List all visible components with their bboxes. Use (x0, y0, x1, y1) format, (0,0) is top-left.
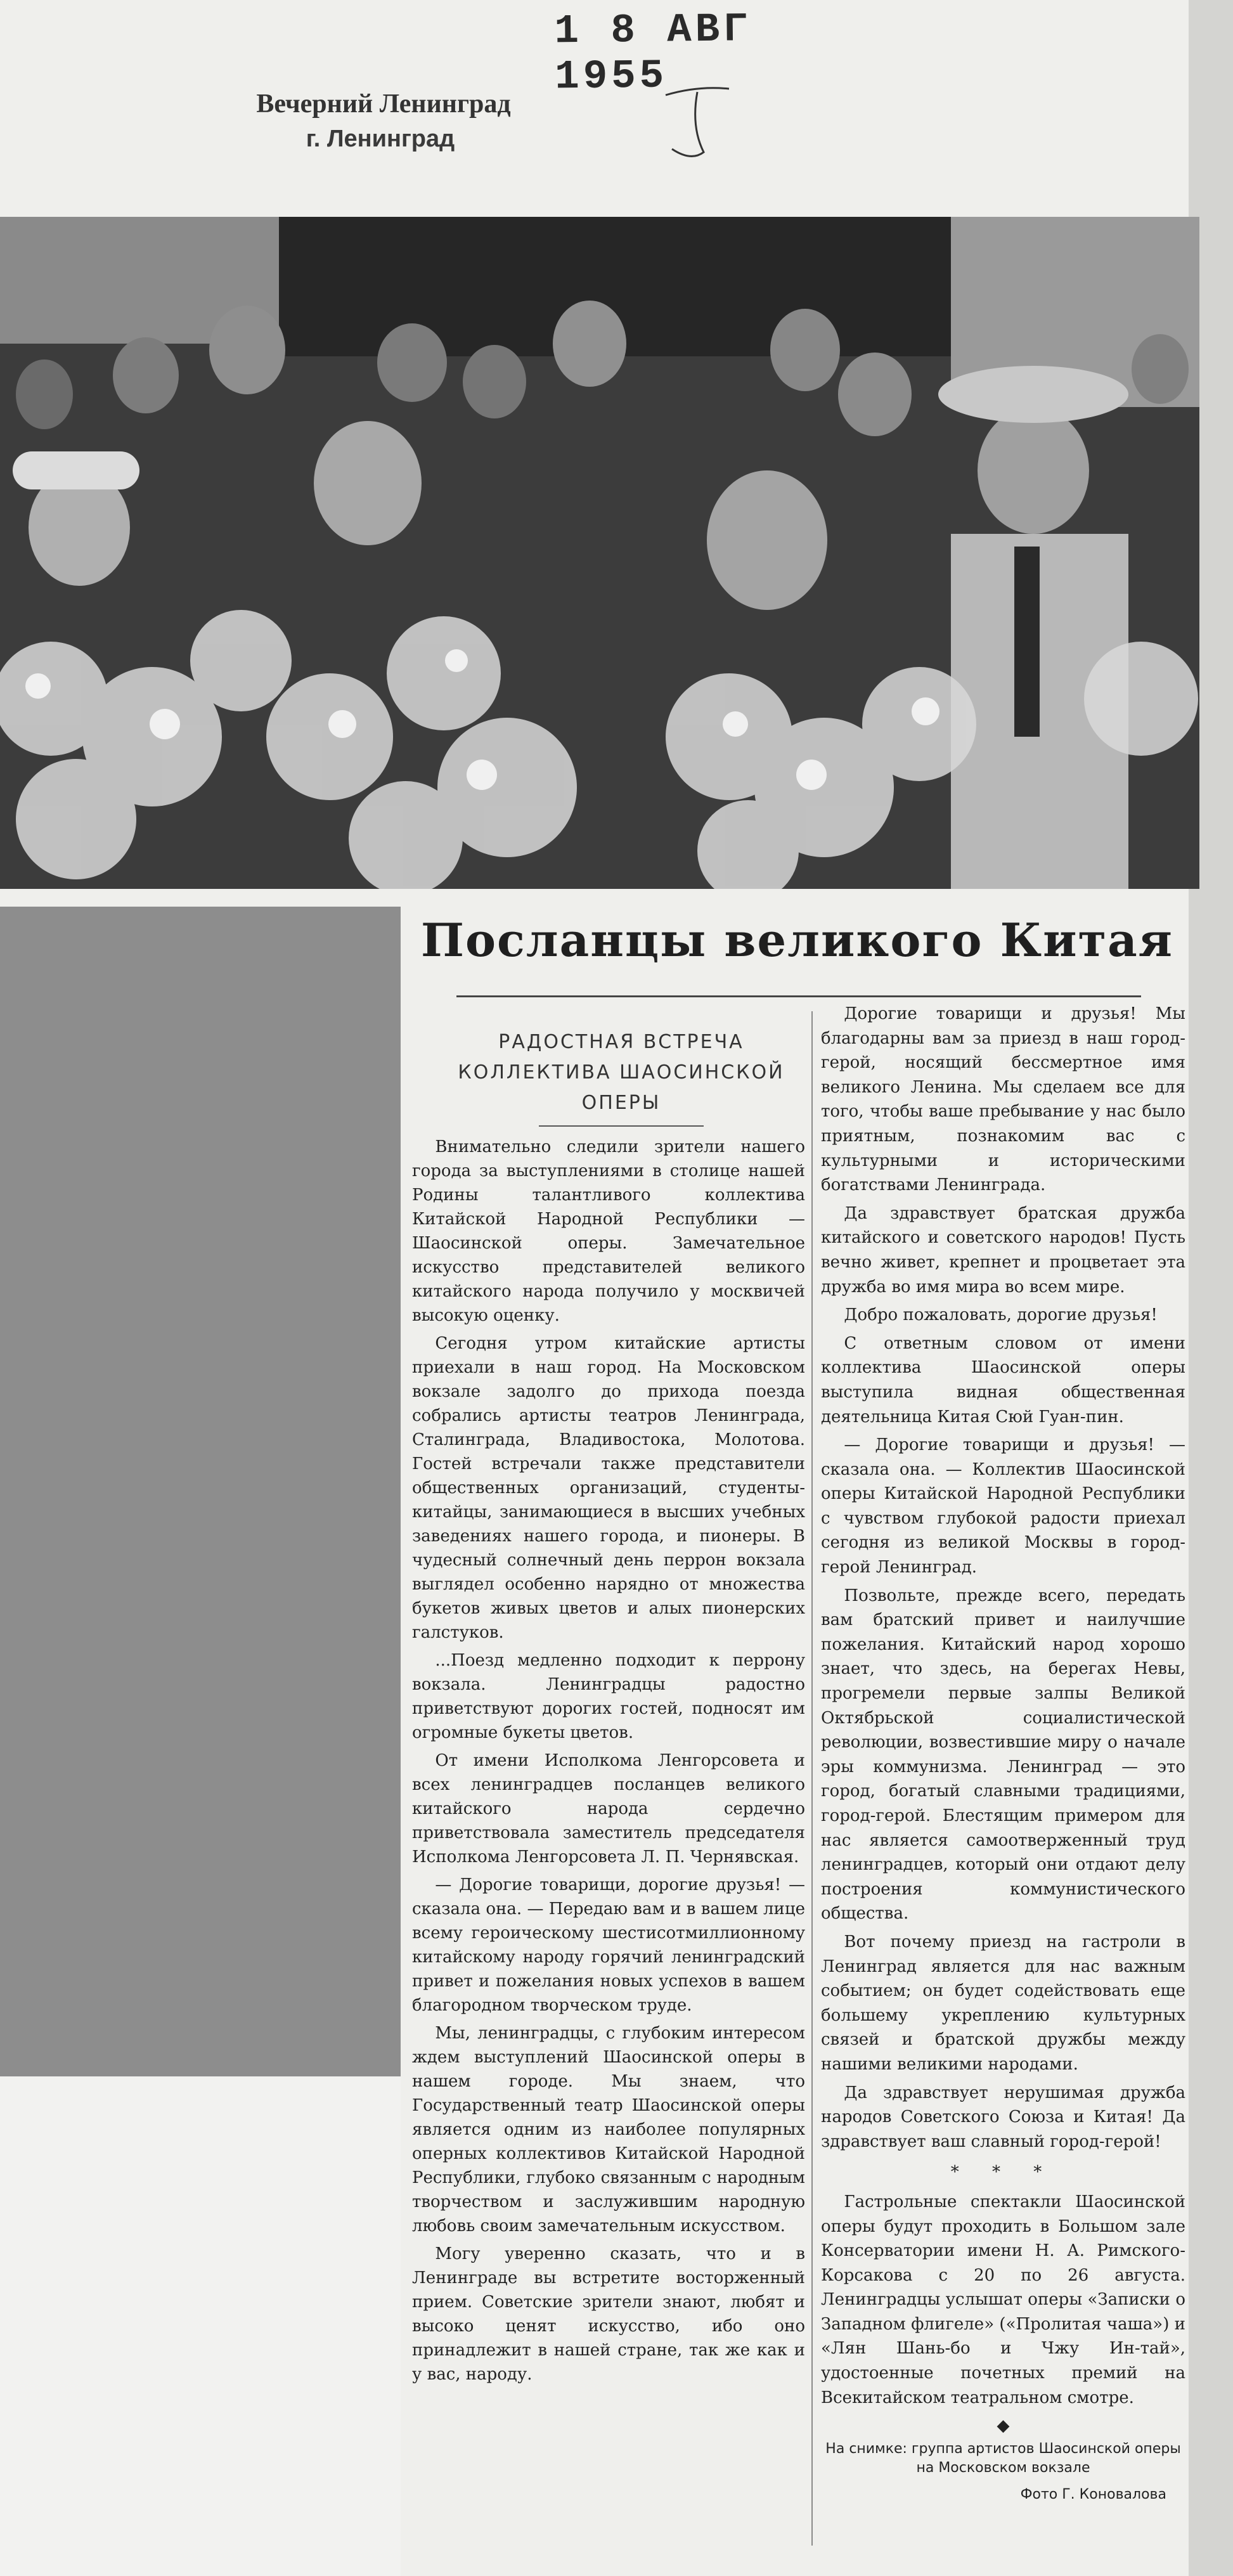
article-paragraph: Да здравствует братская дружба китайского и советского народов! Пусть вечно живет, крепнет и процветает эта дружба во имя мира во всем мире. (821, 1203, 1185, 1297)
group-photo-image (0, 217, 1199, 889)
column-divider (811, 1011, 813, 2546)
headline-rule (456, 995, 1141, 997)
article-paragraph: — Дорогие товарищи, дорогие друзья! — сказала она. — Передаю вам и в вашем лице всему героическому шестисотмиллионному китайскому народу горячий ленинградский привет и пожелания новых успехов в вашем благородном творческом труде. (412, 1875, 805, 2015)
gray-backing-panel (0, 907, 401, 2076)
pen-mark-icon (659, 76, 735, 165)
photo-credit: Фото Г. Коновалова (1020, 2486, 1166, 2502)
article-paragraph: От имени Исполкома Ленгорсовета и всех ленинградцев посланцев великого китайского народа сердечно приветствовала заместитель председателя Исполкома Ленгорсовета Л. П. Чернявская. (412, 1751, 805, 1867)
article-paragraph: Вот почему приезд на гастроли в Ленинград является для нас важным событием; он будет содействовать еще большему укреплению культурных связей и братской дружбы между нашими великими народами. (821, 1932, 1185, 2074)
white-backing-panel (0, 2076, 401, 2576)
section-separator: * * * (950, 2163, 1056, 2182)
article-paragraph: С ответным словом от имени коллектива Шаосинской оперы выступила видная общественная деятельница Китая Сюй Гуан-пин. (821, 1333, 1185, 1427)
article-headline: Посланцы великого Китая (421, 913, 1173, 967)
photo-caption: На снимке: группа артистов Шаосинской оперы на Московском вокзале (825, 2440, 1181, 2476)
article-paragraph: ...Поезд медленно подходит к перрону вокзала. Ленинградцы радостно приветствуют дорогих гостей, подносят им огромные букеты цветов. (412, 1651, 805, 1742)
diamond-icon: ◆ (997, 2416, 1010, 2436)
newspaper-city: г. Ленинград (306, 126, 455, 152)
date-stamp: 1 8 АВГ 1955 (554, 7, 752, 101)
article-paragraph: Могу уверенно сказать, что и в Ленинграде вы встретите восторженный прием. Советские зрители знают, любят и высоко ценят искусство, ибо оно принадлежит в нашей стране, так же как и у вас, народу. (412, 2244, 805, 2384)
article-paragraph: Позвольте, прежде всего, передать вам братский привет и наилучшие пожелания. Китайский народ хорошо знает, что здесь, на берегах Невы, прогремели первые залпы Великой Октябрьской социалистической революции, возвестившие миру о начале эры коммунизма. Ленинград — это город, богатый славными традициями, город-герой. Блестящим примером для нас является самоотверженный труд ленинградцев, который они отдают делу построения коммунистического общества. (821, 1586, 1185, 1924)
article-column-right (821, 1002, 1185, 2507)
article-paragraph: Внимательно следили зрители нашего города за выступлениями в столице нашей Родины талантливого коллектива Китайской Народной Республики — Шаосинской оперы. Замечательное искусство представителей великого китайского народа получило у москвичей высокую оценку. (412, 1137, 805, 1325)
newspaper-name: Вечерний Ленинград (256, 89, 511, 119)
subhead-line: КОЛЛЕКТИВА ШАОСИНСКОЙ (458, 1061, 785, 1084)
article-paragraph: Сегодня утром китайские артисты приехали в наш город. На Московском вокзале задолго до прихода поезда собрались артисты театров Ленинграда, Сталинграда, Владивостока, Молотова. Гостей встречали также представители общественных организаций, студенты-китайцы, занимающиеся в высших учебных заведениях нашего города, и пионеры. В чудесный солнечный день перрон вокзала выглядел особенно нарядно от множества букетов живых цветов и алых пионерских галстуков. (412, 1334, 805, 1642)
article-paragraph: Да здравствует нерушимая дружба народов Советского Союза и Китая! Да здравствует ваш славный город-герой! (821, 2083, 1185, 2151)
article-paragraph: Дорогие товарищи и друзья! Мы благодарны вам за приезд в наш город-герой, носящий бессмертное имя великого Ленина. Мы сделаем все для того, чтобы ваше пребывание у нас было приятным, познакомим вас с культурными и историческими богатствами Ленинграда. (821, 1004, 1185, 1195)
group-photo (0, 217, 1199, 889)
article-subheading (437, 1027, 805, 1118)
article-paragraph: — Дорогие товарищи и друзья! — сказала она. — Коллектив Шаосинской оперы Китайской Народной Республики с чувством глубокой радости приехал сегодня из великой Москвы в город-герой Ленинград. (821, 1435, 1185, 1577)
subhead-rule (539, 1125, 704, 1127)
article-paragraph: Добро пожаловать, дорогие друзья! (844, 1305, 1158, 1325)
article-paragraph: Мы, ленинградцы, с глубоким интересом ждем выступлений Шаосинской оперы в нашем городе. Мы знаем, что Государственный театр Шаосинской оперы является одним из наиболее популярных оперных коллективов Китайской Народной Республики, глубоко связанным с народным творчеством и заслужившим народную любовь своим замечательным искусством. (412, 2024, 805, 2236)
subhead-line: ОПЕРЫ (581, 1092, 661, 1114)
tour-paragraph: Гастрольные спектакли Шаосинской оперы будут проходить в Большом зале Консерватории имени Н. А. Римского-Корсакова с 20 по 26 августа. Ленинградцы услышат оперы «Записки о Западном флигеле» («Пролитая чаша») и «Лян Шань-бо и Чжу Ин-тай», удостоенные почетных премий на Всекитайском театральном смотре. (821, 2192, 1185, 2407)
subhead-line: РАДОСТНАЯ ВСТРЕЧА (498, 1031, 744, 1053)
article-column-left (412, 1135, 805, 2390)
